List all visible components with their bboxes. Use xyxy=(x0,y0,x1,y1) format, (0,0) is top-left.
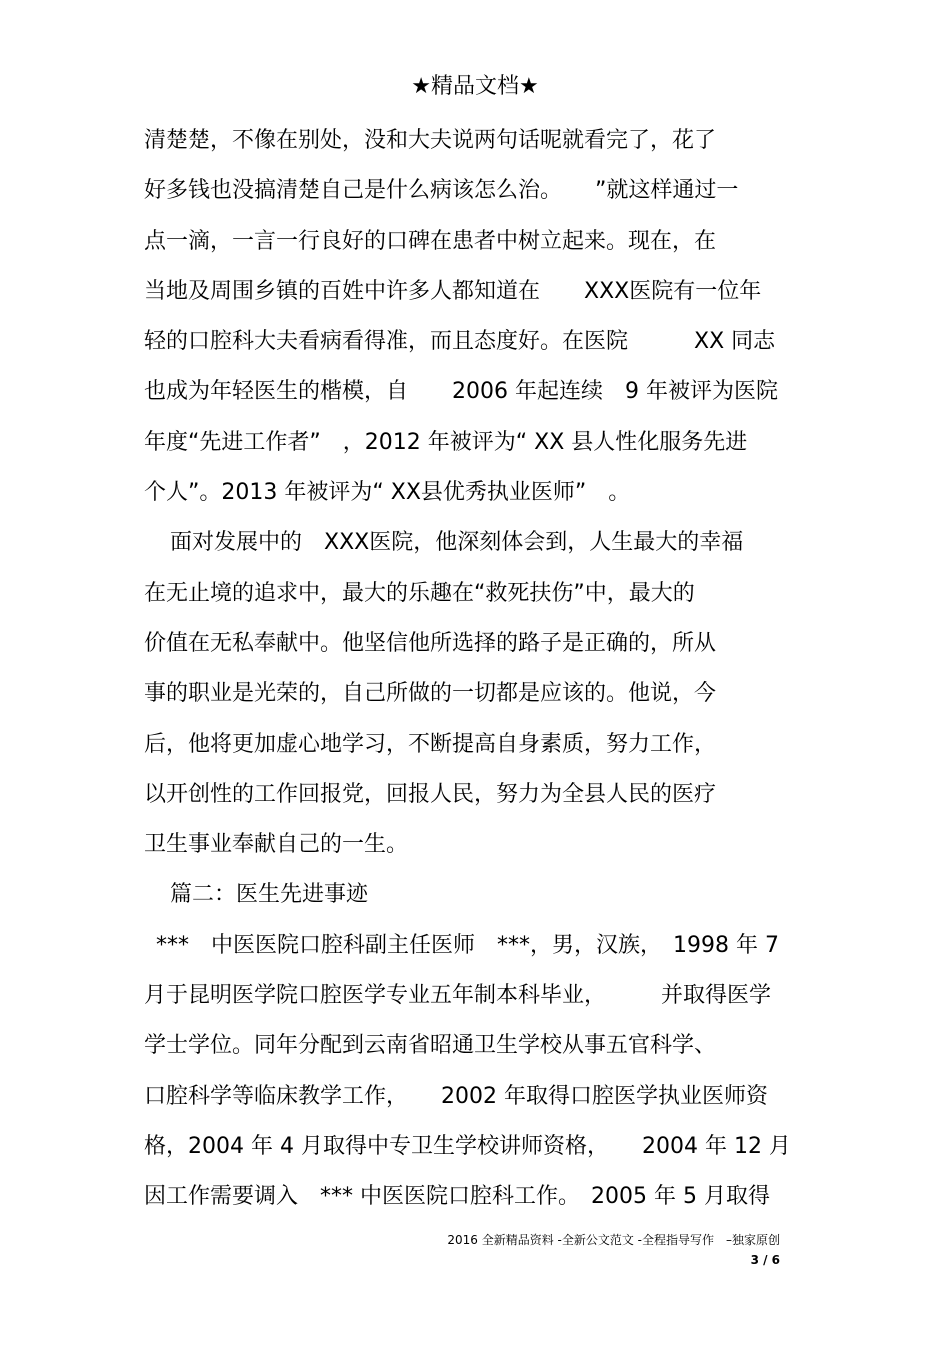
text-line: 轻的口腔科大夫看病看得准，而且态度好。在医院 XX 同志 xyxy=(144,329,776,355)
section-heading: 篇二：医生先进事迹 xyxy=(170,882,369,908)
text-line: 好多钱也没搞清楚自己是什么病该怎么治。 ”就这样通过一 xyxy=(144,178,739,204)
text-line: 后，他将更加虚心地学习，不断提高自身素质，努力工作， xyxy=(144,731,717,757)
text-line: 事的职业是光荣的，自己所做的一切都是应该的。他说，今 xyxy=(144,681,717,707)
text-line: 卫生事业奉献自己的一生。 xyxy=(144,832,409,858)
text-line: 个人”。2013 年被评为“ XX县优秀执业医师” 。 xyxy=(144,480,631,506)
paragraph-start-line: 面对发展中的 XXX医院，他深刻体会到，人生最大的幸福 xyxy=(170,530,744,556)
text-line: 格，2004 年 4 月取得中专卫生学校讲师资格， 2004 年 12 月 xyxy=(144,1133,791,1159)
document-body xyxy=(144,122,824,1229)
text-line: 月于昆明医学院口腔医学专业五年制本科毕业， 并取得医学 xyxy=(144,983,772,1009)
text-line: 也成为年轻医生的楷模，自 2006 年起连续 9 年被评为医院 xyxy=(144,379,778,405)
text-line: 因工作需要调入 *** 中医医院口腔科工作。 2005 年 5 月取得 xyxy=(144,1184,770,1210)
document-header-title: ★精品文档★ xyxy=(411,74,539,99)
text-line: 当地及周围乡镇的百姓中许多人都知道在 XXX医院有一位年 xyxy=(144,278,762,304)
text-line: 点一滴，一言一行良好的口碑在患者中树立起来。现在，在 xyxy=(144,228,717,254)
page-number: 3 / 6 xyxy=(750,1253,780,1267)
footer-tagline: 2016 全新精品资料 -全新公文范文 -全程指导写作 –独家原创 xyxy=(447,1233,780,1247)
paragraph-start-line: *** 中医医院口腔科副主任医师 ***，男，汉族， 1998 年 7 xyxy=(156,932,779,958)
text-line: 学士学位。同年分配到云南省昭通卫生学校从事五官科学、 xyxy=(144,1033,717,1059)
text-line: 在无止境的追求中，最大的乐趣在“救死扶伤”中，最大的 xyxy=(144,580,695,606)
text-line: 口腔科学等临床教学工作， 2002 年取得口腔医学执业医师资 xyxy=(144,1083,768,1109)
text-line: 清楚楚，不像在别处，没和大夫说两句话呢就看完了，花了 xyxy=(144,128,717,153)
text-line: 价值在无私奉献中。他坚信他所选择的路子是正确的，所从 xyxy=(144,630,717,656)
text-line: 以开创性的工作回报党，回报人民，努力为全县人民的医疗 xyxy=(144,781,717,807)
text-line: 年度“先进工作者” ，2012 年被评为“ XX 县人性化服务先进 xyxy=(144,429,748,455)
